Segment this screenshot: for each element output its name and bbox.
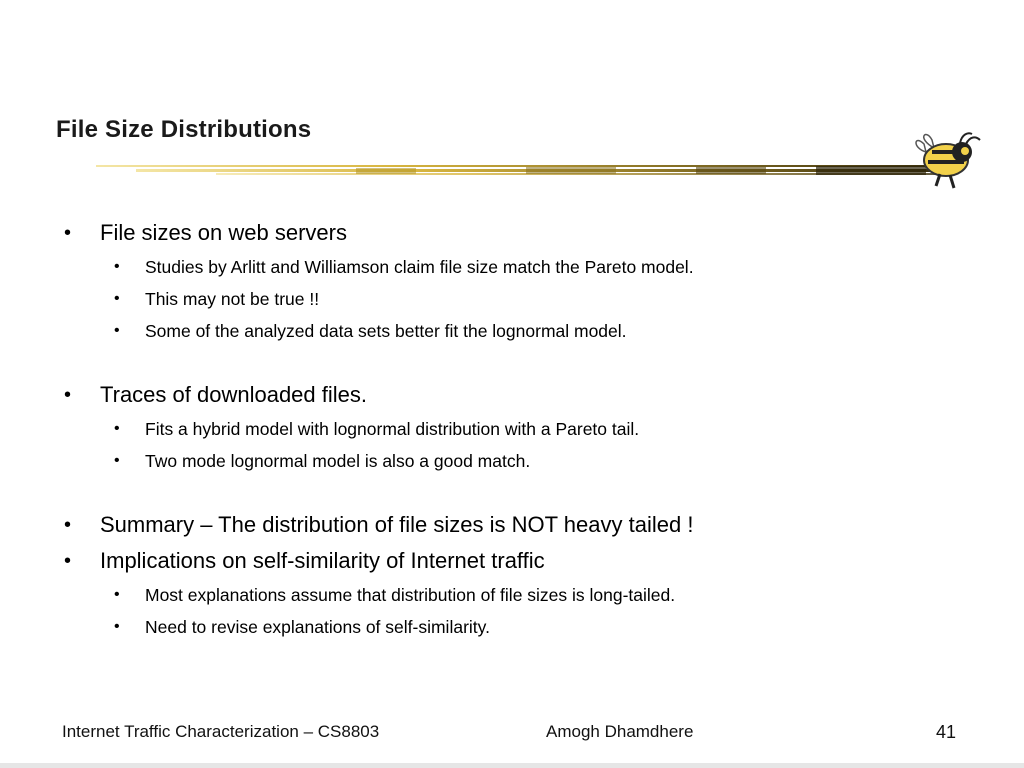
- bullet-dot-icon: •: [64, 384, 72, 406]
- title-underline-rule: [96, 162, 936, 178]
- bullet-dot-icon: •: [114, 618, 120, 635]
- bullet-text: File sizes on web servers: [100, 220, 347, 245]
- bottom-divider: [0, 763, 1024, 768]
- bullet-text: Implications on self-similarity of Internet traffic: [100, 548, 545, 573]
- bullet-item: [60, 510, 960, 540]
- sub-bullet-text: Some of the analyzed data sets better fit the lognormal model.: [145, 321, 627, 341]
- bullet-dot-icon: •: [64, 222, 72, 244]
- bullet-dot-icon: •: [114, 258, 120, 275]
- footer-course: Internet Traffic Characterization – CS8803: [62, 722, 380, 741]
- bullet-dot-icon: •: [114, 452, 120, 469]
- footer-author: Amogh Dhamdhere: [546, 722, 694, 741]
- bullet-item: [60, 380, 960, 410]
- bullet-dot-icon: •: [114, 290, 120, 307]
- sub-bullet-item: [60, 448, 960, 474]
- sub-bullet-item: [60, 416, 960, 442]
- page-number: 41: [936, 722, 957, 742]
- bullet-item: [60, 546, 960, 576]
- spacer: [60, 350, 960, 380]
- yellow-jacket-bee-icon: [910, 130, 982, 192]
- sub-bullet-item: [60, 614, 960, 640]
- spacer: [60, 480, 960, 510]
- sub-bullet-item: [60, 582, 960, 608]
- bullet-dot-icon: •: [114, 586, 120, 603]
- bullet-dot-icon: •: [64, 550, 72, 572]
- sub-bullet-text: Most explanations assume that distribution of file sizes is long-tailed.: [145, 585, 676, 605]
- bullet-list: [60, 218, 960, 646]
- slide-title: File Size Distributions: [56, 116, 312, 143]
- sub-bullet-text: Studies by Arlitt and Williamson claim file size match the Pareto model.: [145, 257, 694, 277]
- sub-bullet-text: Need to revise explanations of self-similarity.: [145, 617, 490, 637]
- bullet-dot-icon: •: [114, 420, 120, 437]
- sub-bullet-item: [60, 254, 960, 280]
- bullet-text: Traces of downloaded files.: [100, 382, 367, 407]
- sub-bullet-text: Two mode lognormal model is also a good match.: [145, 451, 531, 471]
- bullet-dot-icon: •: [64, 514, 72, 536]
- bullet-text: Summary – The distribution of file sizes is NOT heavy tailed !: [100, 512, 694, 537]
- sub-bullet-text: This may not be true !!: [145, 289, 320, 309]
- sub-bullet-item: [60, 318, 960, 344]
- bullet-dot-icon: •: [114, 322, 120, 339]
- sub-bullet-text: Fits a hybrid model with lognormal distribution with a Pareto tail.: [145, 419, 640, 439]
- sub-bullet-item: [60, 286, 960, 312]
- bullet-item: [60, 218, 960, 248]
